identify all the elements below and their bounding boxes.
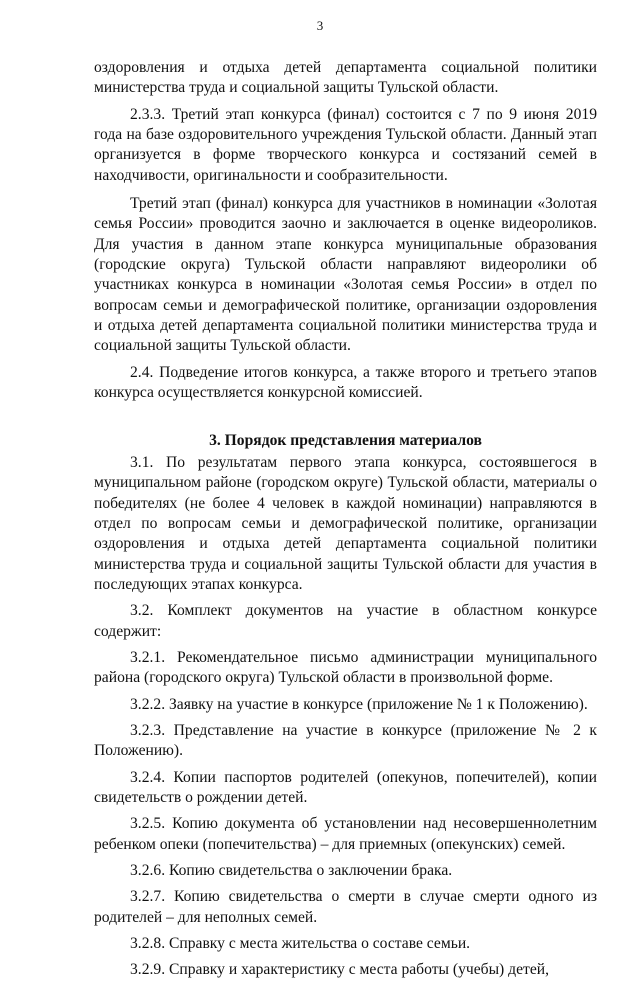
paragraph-final-stage-golden-family: Третий этап (финал) конкурса для участников в номинации «Золотая семья России» проводится заочно и заключается в оценке видеороликов. Для участия в данном этапе конкурса муниципальные образования (городские округа) Тульской области направляют видеоролики об участниках конкурса в номинации «Золотая семья России» в отдел по вопросам семьи и демографической политике, организации оздоровления и отдыха детей департамента социальной политики министерства труда и социальной защиты Тульской области.	[94, 195, 597, 355]
paragraph-3-2-8: 3.2.8. Справку с места жительства о составе семьи.	[130, 935, 471, 953]
document-body	[94, 58, 597, 981]
paragraph-3-2-4: 3.2.4. Копии паспортов родителей (опекунов, попечителей), копии свидетельств о рождении детей.	[94, 768, 597, 806]
paragraph-2-3-3: 2.3.3. Третий этап конкурса (финал) состоится с 7 по 9 июня 2019 года на базе оздоровительного учреждения Тульской области. Данный этап организуется в форме творческого конкурса и состязаний семей в находчивости, оригинальности и сообразительности.	[94, 105, 597, 184]
paragraph-3-2-1: 3.2.1. Рекомендательное письмо администрации муниципального района (городского округа) Тульской области в произвольной форме.	[94, 648, 597, 687]
paragraph-3-2-3: 3.2.3. Представление на участие в конкурсе (приложение № 2 к Положению).	[94, 721, 597, 760]
paragraph-3-1: 3.1. По результатам первого этапа конкурса, состоявшегося в муниципальном районе (городском округе) Тульской области, материалы о победителях (не более 4 человек в каждой номинации) направляются в отдел по вопросам семьи и демографической политике, организации оздоровления и отдыха детей департамента социальной политики министерства труда и социальной защиты Тульской области для участия в последующих этапах конкурса.	[94, 453, 597, 593]
paragraph-continuation: оздоровления и отдыха детей департамента социальной политики министерства труда и социальной защиты Тульской области.	[94, 59, 597, 97]
paragraph-3-2-7: 3.2.7. Копию свидетельства о смерти в случае смерти одного из родителей – для неполных семей.	[94, 888, 597, 926]
paragraph-3-2-2: 3.2.2. Заявку на участие в конкурсе (приложение № 1 к Положению).	[130, 695, 588, 713]
paragraph-3-2: 3.2. Комплект документов на участие в областном конкурсе содержит:	[94, 602, 597, 640]
paragraph-3-2-5: 3.2.5. Копию документа об установлении над несовершеннолетним ребенком опеки (попечительства) – для приемных (опекунских) семей.	[94, 815, 597, 853]
section-heading-3: 3. Порядок представления материалов	[209, 431, 482, 449]
paragraph-2-4: 2.4. Подведение итогов конкурса, а также второго и третьего этапов конкурса осуществляется конкурсной комиссией.	[94, 363, 597, 402]
paragraph-3-2-6: 3.2.6. Копию свидетельства о заключении брака.	[130, 862, 453, 880]
page-number: 3	[316, 18, 324, 33]
paragraph-3-2-9: 3.2.9. Справку и характеристику с места работы (учебы) детей,	[130, 961, 549, 979]
